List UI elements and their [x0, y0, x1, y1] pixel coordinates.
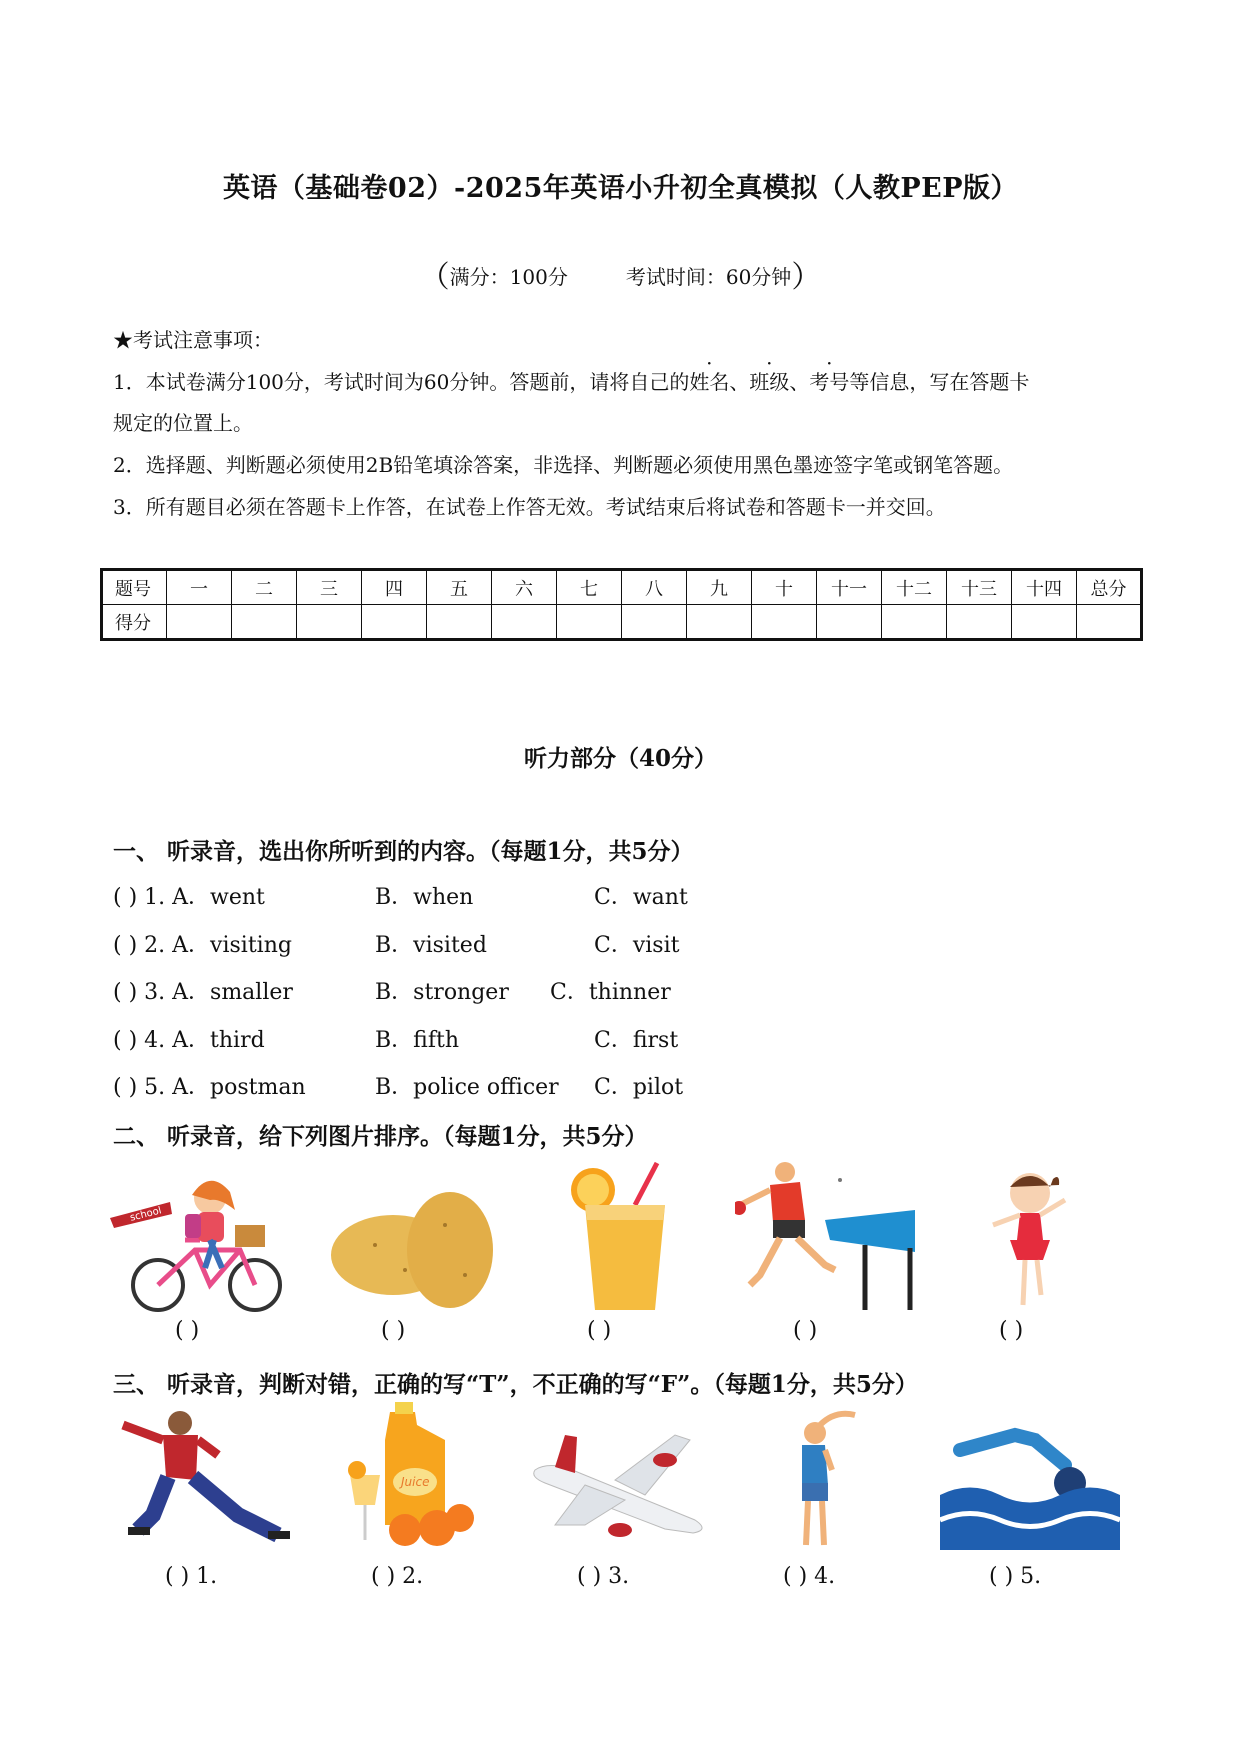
- juice-label-text: Juice: [401, 1475, 430, 1489]
- paren-close: ）: [791, 260, 822, 295]
- q1-option-a[interactable]: ( ) 1. A．went: [113, 885, 265, 910]
- note-item-1: 1．本试卷满分100分，考试时间为60分钟。答题前，请将自己的姓名、班级、考号等信息，写在答题卡: [113, 370, 1030, 394]
- section-title: 听力部分（40分）: [523, 745, 717, 772]
- q1-option-b[interactable]: B．police officer: [375, 1075, 559, 1100]
- score-cell[interactable]: [557, 605, 622, 640]
- score-cell[interactable]: [622, 605, 687, 640]
- header-cell: 二: [232, 570, 297, 605]
- score-cell[interactable]: [817, 605, 882, 640]
- header-cell: 十三: [947, 570, 1012, 605]
- score-table: [100, 568, 1143, 641]
- juice-picture: [565, 1160, 675, 1315]
- q1-option-c[interactable]: C．first: [594, 1028, 679, 1053]
- school-sign-text: school: [128, 1205, 163, 1224]
- emph-class: 班级: [749, 370, 790, 394]
- q1-option-c[interactable]: C．thinner: [550, 980, 671, 1005]
- q1-option-c[interactable]: C．visit: [594, 933, 680, 958]
- score-cell[interactable]: [1077, 605, 1142, 640]
- exam-time: 考试时间：60分钟: [625, 265, 792, 289]
- score-cell[interactable]: [1012, 605, 1077, 640]
- score-cell[interactable]: [492, 605, 557, 640]
- q1-option-b[interactable]: B．fifth: [375, 1028, 459, 1053]
- q1-option-c[interactable]: C．want: [594, 885, 688, 910]
- score-cell[interactable]: [427, 605, 492, 640]
- score-table-row: [102, 605, 1142, 640]
- girl-bike-picture: [110, 1170, 300, 1315]
- q2-blank-4[interactable]: ( ): [793, 1318, 818, 1343]
- note-item-3: 3．所有题目必须在答题卡上作答，在试卷上作答无效。考试结束后将试卷和答题卡一并交回。: [113, 495, 946, 519]
- score-table-header: [102, 570, 1142, 605]
- header-cell: 十: [752, 570, 817, 605]
- q2-blank-1[interactable]: ( ): [175, 1318, 200, 1343]
- dancing-girl-picture: [985, 1165, 1075, 1315]
- page-title: 英语（基础卷02）-2025年英语小升初全真模拟（人教PEP版）: [222, 173, 1019, 204]
- q1-option-a[interactable]: ( ) 4. A．third: [113, 1028, 265, 1053]
- q3-answer-1[interactable]: ( ) 1.: [165, 1564, 218, 1589]
- emph-name: 姓名: [689, 370, 730, 394]
- potatoes-picture: [325, 1185, 500, 1315]
- kungfu-picture: [118, 1405, 293, 1550]
- header-cell: 总分: [1077, 570, 1142, 605]
- notes-heading: ★考试注意事项：: [113, 328, 273, 352]
- header-cell: 八: [622, 570, 687, 605]
- paren-open: （: [419, 260, 450, 295]
- q1-option-b[interactable]: B．visited: [375, 933, 487, 958]
- header-cell: 四: [362, 570, 427, 605]
- header-cell: 三: [297, 570, 362, 605]
- q1-option-c[interactable]: C．pilot: [594, 1075, 684, 1100]
- header-cell: 一: [167, 570, 232, 605]
- swimmer-picture: [940, 1425, 1120, 1550]
- header-cell: 十四: [1012, 570, 1077, 605]
- score-cell[interactable]: [362, 605, 427, 640]
- q2-blank-5[interactable]: ( ): [999, 1318, 1024, 1343]
- header-cell: 十二: [882, 570, 947, 605]
- q1-heading: 一、 听录音，选出你所听到的内容。（每题1分，共5分）: [113, 838, 694, 865]
- score-cell[interactable]: [947, 605, 1012, 640]
- orange-juice-picture: [345, 1400, 480, 1550]
- q1-option-a[interactable]: ( ) 2. A．visiting: [113, 933, 292, 958]
- q3-answer-4[interactable]: ( ) 4.: [783, 1564, 836, 1589]
- header-cell: 六: [492, 570, 557, 605]
- q2-blank-3[interactable]: ( ): [587, 1318, 612, 1343]
- score-cell[interactable]: [752, 605, 817, 640]
- q1-option-b[interactable]: B．when: [375, 885, 474, 910]
- q1-option-a[interactable]: ( ) 5. A．postman: [113, 1075, 306, 1100]
- table-tennis-picture: [735, 1160, 920, 1315]
- q3-answer-2[interactable]: ( ) 2.: [371, 1564, 424, 1589]
- score-cell[interactable]: [167, 605, 232, 640]
- row-label: 得分: [102, 605, 167, 640]
- q3-answer-5[interactable]: ( ) 5.: [989, 1564, 1042, 1589]
- airplane-picture: [525, 1425, 715, 1550]
- score-cell[interactable]: [297, 605, 362, 640]
- q1-option-a[interactable]: ( ) 3. A．smaller: [113, 980, 293, 1005]
- header-cell: 十一: [817, 570, 882, 605]
- q3-answer-3[interactable]: ( ) 3.: [577, 1564, 630, 1589]
- full-score: 满分：100分: [449, 265, 568, 289]
- emph-number: 考号: [809, 370, 850, 394]
- exam-info: [0, 252, 1241, 296]
- header-cell: 五: [427, 570, 492, 605]
- score-cell[interactable]: [882, 605, 947, 640]
- stretching-picture: [780, 1405, 870, 1550]
- q3-heading: 三、 听录音，判断对错，正确的写“T”，不正确的写“F”。（每题1分，共5分）: [113, 1371, 918, 1398]
- header-cell: 题号: [102, 570, 167, 605]
- header-cell: 七: [557, 570, 622, 605]
- q1-option-b[interactable]: B．stronger: [375, 980, 509, 1005]
- score-cell[interactable]: [687, 605, 752, 640]
- q2-heading: 二、 听录音，给下列图片排序。（每题1分，共5分）: [113, 1123, 648, 1150]
- header-cell: 九: [687, 570, 752, 605]
- score-cell[interactable]: [232, 605, 297, 640]
- note-item-1-cont: 规定的位置上。: [113, 411, 253, 435]
- note-item-2: 2．选择题、判断题必须使用2B铅笔填涂答案，非选择、判断题必须使用黑色墨迹签字笔或钢笔答题。: [113, 453, 1014, 477]
- q2-blank-2[interactable]: ( ): [381, 1318, 406, 1343]
